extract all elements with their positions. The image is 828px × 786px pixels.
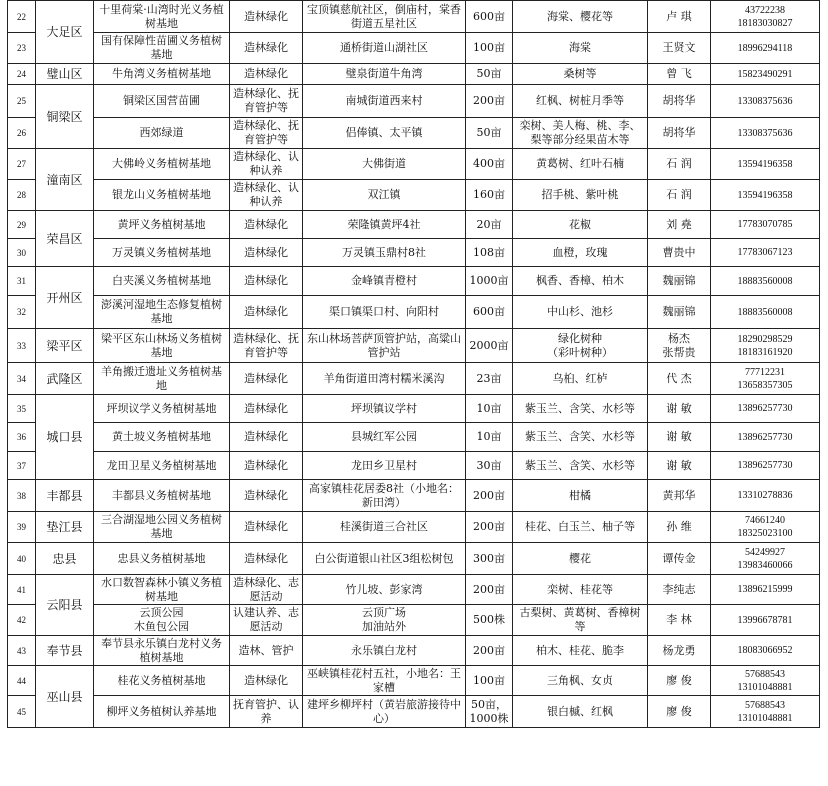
row-number: 28 bbox=[8, 180, 36, 211]
contact-person-cell: 杨杰 张帮贵 bbox=[648, 329, 711, 363]
base-name-cell: 国有保障性苗圃义务植树基地 bbox=[94, 33, 230, 64]
base-name-cell: 羊角搬迁遗址义务植树基地 bbox=[94, 363, 230, 395]
tree-species-cell: 柏木、桂花、脆李 bbox=[513, 636, 648, 666]
contact-phone-cell: 18883560008 bbox=[711, 267, 820, 296]
table-row bbox=[8, 1, 820, 33]
tree-species-cell: 樱花 bbox=[513, 543, 648, 575]
table-row bbox=[8, 575, 820, 605]
contact-phone-cell: 17783067123 bbox=[711, 239, 820, 267]
activity-form-cell: 造林绿化 bbox=[230, 211, 303, 239]
contact-person-cell: 刘 堯 bbox=[648, 211, 711, 239]
contact-person-cell: 代 杰 bbox=[648, 363, 711, 395]
row-number: 41 bbox=[8, 575, 36, 605]
tree-species-cell: 柑橘 bbox=[513, 480, 648, 512]
scale-cell: 100亩 bbox=[466, 33, 513, 64]
contact-phone-cell: 13896215999 bbox=[711, 575, 820, 605]
district-cell: 梁平区 bbox=[36, 329, 94, 363]
scale-cell: 1000亩 bbox=[466, 267, 513, 296]
tree-species-cell: 红枫、树桩月季等 bbox=[513, 85, 648, 118]
base-name-cell: 万灵镇义务植树基地 bbox=[94, 239, 230, 267]
contact-phone-cell: 17783070785 bbox=[711, 211, 820, 239]
tree-species-cell: 黄葛树、红叶石楠 bbox=[513, 149, 648, 180]
scale-cell: 300亩 bbox=[466, 543, 513, 575]
contact-person-cell: 魏丽锦 bbox=[648, 296, 711, 329]
activity-form-cell: 造林绿化、抚育管护等 bbox=[230, 329, 303, 363]
table-row bbox=[8, 296, 820, 329]
contact-person-cell: 胡将华 bbox=[648, 85, 711, 118]
table-row bbox=[8, 329, 820, 363]
base-name-cell: 大佛岭义务植树基地 bbox=[94, 149, 230, 180]
contact-person-cell: 孙 维 bbox=[648, 512, 711, 543]
contact-person-cell: 胡将华 bbox=[648, 118, 711, 149]
contact-person-cell: 魏丽锦 bbox=[648, 267, 711, 296]
scale-cell: 10亩 bbox=[466, 395, 513, 423]
district-cell: 开州区 bbox=[36, 267, 94, 329]
activity-form-cell: 造林绿化 bbox=[230, 267, 303, 296]
scale-cell: 23亩 bbox=[466, 363, 513, 395]
table-row bbox=[8, 33, 820, 64]
activity-form-cell: 造林绿化 bbox=[230, 239, 303, 267]
table-row bbox=[8, 636, 820, 666]
row-number: 37 bbox=[8, 452, 36, 480]
row-number: 25 bbox=[8, 85, 36, 118]
base-name-cell: 牛角湾义务植树基地 bbox=[94, 64, 230, 85]
scale-cell: 100亩 bbox=[466, 666, 513, 696]
base-name-cell: 丰都县义务植树基地 bbox=[94, 480, 230, 512]
scale-cell: 200亩 bbox=[466, 480, 513, 512]
row-number: 39 bbox=[8, 512, 36, 543]
contact-person-cell: 李纯志 bbox=[648, 575, 711, 605]
row-number: 35 bbox=[8, 395, 36, 423]
contact-person-cell: 廖 俊 bbox=[648, 696, 711, 728]
location-cell: 高家镇桂花居委8社（小地名：新田湾） bbox=[303, 480, 466, 512]
district-cell: 武隆区 bbox=[36, 363, 94, 395]
row-number: 43 bbox=[8, 636, 36, 666]
contact-phone-cell: 13896257730 bbox=[711, 395, 820, 423]
district-cell: 巫山县 bbox=[36, 666, 94, 728]
location-cell: 金峰镇青橙村 bbox=[303, 267, 466, 296]
base-name-cell: 桂花义务植树基地 bbox=[94, 666, 230, 696]
scale-cell: 20亩 bbox=[466, 211, 513, 239]
base-name-cell: 铜梁区国营苗圃 bbox=[94, 85, 230, 118]
contact-person-cell: 王贤文 bbox=[648, 33, 711, 64]
base-name-cell: 龙田卫星义务植树基地 bbox=[94, 452, 230, 480]
scale-cell: 200亩 bbox=[466, 636, 513, 666]
base-name-cell: 黄土坡义务植树基地 bbox=[94, 423, 230, 452]
tree-species-cell: 花椒 bbox=[513, 211, 648, 239]
base-name-cell: 坪坝议学义务植树基地 bbox=[94, 395, 230, 423]
district-cell: 大足区 bbox=[36, 1, 94, 64]
scale-cell: 500株 bbox=[466, 605, 513, 636]
contact-phone-cell: 18883560008 bbox=[711, 296, 820, 329]
row-number: 44 bbox=[8, 666, 36, 696]
district-cell: 荣昌区 bbox=[36, 211, 94, 267]
contact-phone-cell: 77712231 13658357305 bbox=[711, 363, 820, 395]
contact-phone-cell: 18290298529 18183161920 bbox=[711, 329, 820, 363]
district-cell: 璧山区 bbox=[36, 64, 94, 85]
district-cell: 垫江县 bbox=[36, 512, 94, 543]
scale-cell: 600亩 bbox=[466, 296, 513, 329]
tree-species-cell: 紫玉兰、含笑、水杉等 bbox=[513, 423, 648, 452]
contact-phone-cell: 13310278836 bbox=[711, 480, 820, 512]
tree-species-cell: 紫玉兰、含笑、水杉等 bbox=[513, 395, 648, 423]
row-number: 30 bbox=[8, 239, 36, 267]
tree-species-cell: 海棠 bbox=[513, 33, 648, 64]
row-number: 31 bbox=[8, 267, 36, 296]
scale-cell: 600亩 bbox=[466, 1, 513, 33]
location-cell: 通桥街道山湖社区 bbox=[303, 33, 466, 64]
activity-form-cell: 造林绿化、抚育管护等 bbox=[230, 118, 303, 149]
activity-form-cell: 造林绿化 bbox=[230, 64, 303, 85]
tree-species-cell: 银白槭、红枫 bbox=[513, 696, 648, 728]
location-cell: 竹儿坡、彭家湾 bbox=[303, 575, 466, 605]
planting-base-table-container bbox=[7, 0, 820, 728]
scale-cell: 160亩 bbox=[466, 180, 513, 211]
row-number: 42 bbox=[8, 605, 36, 636]
location-cell: 县城红军公园 bbox=[303, 423, 466, 452]
district-cell: 铜梁区 bbox=[36, 85, 94, 149]
base-name-cell: 柳坪义务植树认养基地 bbox=[94, 696, 230, 728]
scale-cell: 50亩 bbox=[466, 64, 513, 85]
location-cell: 侣俸镇、太平镇 bbox=[303, 118, 466, 149]
table-row bbox=[8, 118, 820, 149]
contact-phone-cell: 18083066952 bbox=[711, 636, 820, 666]
table-row bbox=[8, 452, 820, 480]
activity-form-cell: 造林绿化 bbox=[230, 543, 303, 575]
tree-species-cell: 中山杉、池杉 bbox=[513, 296, 648, 329]
base-name-cell: 奉节县永乐镇白龙村义务植树基地 bbox=[94, 636, 230, 666]
row-number: 26 bbox=[8, 118, 36, 149]
activity-form-cell: 造林绿化 bbox=[230, 395, 303, 423]
table-row bbox=[8, 543, 820, 575]
district-cell: 云阳县 bbox=[36, 575, 94, 636]
contact-person-cell: 廖 俊 bbox=[648, 666, 711, 696]
activity-form-cell: 造林绿化 bbox=[230, 423, 303, 452]
location-cell: 桂溪街道三合社区 bbox=[303, 512, 466, 543]
location-cell: 永乐镇白龙村 bbox=[303, 636, 466, 666]
table-row bbox=[8, 180, 820, 211]
contact-phone-cell: 57688543 13101048881 bbox=[711, 666, 820, 696]
tree-species-cell: 古梨树、黄葛树、香樟树等 bbox=[513, 605, 648, 636]
table-row bbox=[8, 395, 820, 423]
activity-form-cell: 造林绿化 bbox=[230, 1, 303, 33]
contact-phone-cell: 13896257730 bbox=[711, 452, 820, 480]
base-name-cell: 梁平区东山林场义务植树基地 bbox=[94, 329, 230, 363]
row-number: 22 bbox=[8, 1, 36, 33]
activity-form-cell: 抚育管护、认养 bbox=[230, 696, 303, 728]
table-row bbox=[8, 480, 820, 512]
district-cell: 忠县 bbox=[36, 543, 94, 575]
row-number: 23 bbox=[8, 33, 36, 64]
contact-person-cell: 谭传金 bbox=[648, 543, 711, 575]
contact-person-cell: 李 林 bbox=[648, 605, 711, 636]
table-row bbox=[8, 267, 820, 296]
contact-person-cell: 谢 敏 bbox=[648, 452, 711, 480]
activity-form-cell: 造林、管护 bbox=[230, 636, 303, 666]
contact-person-cell: 曾 飞 bbox=[648, 64, 711, 85]
row-number: 40 bbox=[8, 543, 36, 575]
base-name-cell: 云顶公园 木鱼包公园 bbox=[94, 605, 230, 636]
tree-species-cell: 栾树、桂花等 bbox=[513, 575, 648, 605]
location-cell: 龙田乡卫星村 bbox=[303, 452, 466, 480]
location-cell: 荣隆镇黄坪4社 bbox=[303, 211, 466, 239]
activity-form-cell: 造林绿化 bbox=[230, 512, 303, 543]
scale-cell: 2000亩 bbox=[466, 329, 513, 363]
table-row bbox=[8, 85, 820, 118]
contact-phone-cell: 15823490291 bbox=[711, 64, 820, 85]
tree-species-cell: 桑树等 bbox=[513, 64, 648, 85]
table-row bbox=[8, 696, 820, 728]
location-cell: 大佛街道 bbox=[303, 149, 466, 180]
tree-species-cell: 绿化树种 （彩叶树种） bbox=[513, 329, 648, 363]
contact-phone-cell: 13308375636 bbox=[711, 118, 820, 149]
location-cell: 坪坝镇议学村 bbox=[303, 395, 466, 423]
tree-species-cell: 三角枫、女贞 bbox=[513, 666, 648, 696]
tree-species-cell: 紫玉兰、含笑、水杉等 bbox=[513, 452, 648, 480]
table-row bbox=[8, 666, 820, 696]
base-name-cell: 澎溪河湿地生态修复植树基地 bbox=[94, 296, 230, 329]
row-number: 29 bbox=[8, 211, 36, 239]
tree-species-cell: 招手桃、紫叶桃 bbox=[513, 180, 648, 211]
scale-cell: 400亩 bbox=[466, 149, 513, 180]
contact-person-cell: 曹贵中 bbox=[648, 239, 711, 267]
row-number: 24 bbox=[8, 64, 36, 85]
district-cell: 城口县 bbox=[36, 395, 94, 480]
scale-cell: 200亩 bbox=[466, 575, 513, 605]
scale-cell: 10亩 bbox=[466, 423, 513, 452]
location-cell: 羊角街道田湾村糯米溪沟 bbox=[303, 363, 466, 395]
district-cell: 奉节县 bbox=[36, 636, 94, 666]
activity-form-cell: 造林绿化 bbox=[230, 363, 303, 395]
base-name-cell: 三合湖湿地公园义务植树基地 bbox=[94, 512, 230, 543]
district-cell: 潼南区 bbox=[36, 149, 94, 211]
row-number: 27 bbox=[8, 149, 36, 180]
table-row bbox=[8, 512, 820, 543]
contact-person-cell: 卢 琪 bbox=[648, 1, 711, 33]
table-row bbox=[8, 211, 820, 239]
contact-person-cell: 石 润 bbox=[648, 180, 711, 211]
base-name-cell: 水口数智森林小镇义务植树基地 bbox=[94, 575, 230, 605]
base-name-cell: 银龙山义务植树基地 bbox=[94, 180, 230, 211]
base-name-cell: 白夹溪义务植树基地 bbox=[94, 267, 230, 296]
contact-phone-cell: 13308375636 bbox=[711, 85, 820, 118]
tree-species-cell: 血橙，玫瑰 bbox=[513, 239, 648, 267]
row-number: 34 bbox=[8, 363, 36, 395]
scale-cell: 200亩 bbox=[466, 85, 513, 118]
contact-phone-cell: 43722238 18183030827 bbox=[711, 1, 820, 33]
contact-phone-cell: 13594196358 bbox=[711, 180, 820, 211]
table-row bbox=[8, 239, 820, 267]
contact-phone-cell: 57688543 13101048881 bbox=[711, 696, 820, 728]
base-name-cell: 西郊绿道 bbox=[94, 118, 230, 149]
location-cell: 宝顶镇慈航社区，倒庙村，棠香街道五星社区 bbox=[303, 1, 466, 33]
base-name-cell: 黄坪义务植树基地 bbox=[94, 211, 230, 239]
contact-phone-cell: 54249927 13983460066 bbox=[711, 543, 820, 575]
activity-form-cell: 造林绿化 bbox=[230, 452, 303, 480]
scale-cell: 50亩 bbox=[466, 118, 513, 149]
location-cell: 万灵镇玉鼎村8社 bbox=[303, 239, 466, 267]
location-cell: 东山林场菩萨顶管护站，高粱山管护站 bbox=[303, 329, 466, 363]
activity-form-cell: 造林绿化 bbox=[230, 33, 303, 64]
tree-species-cell: 栾树、美人梅、桃、李、梨等部分经果苗木等 bbox=[513, 118, 648, 149]
table-row bbox=[8, 423, 820, 452]
location-cell: 渠口镇渠口村、向阳村 bbox=[303, 296, 466, 329]
row-number: 36 bbox=[8, 423, 36, 452]
contact-phone-cell: 18996294118 bbox=[711, 33, 820, 64]
contact-person-cell: 谢 敏 bbox=[648, 423, 711, 452]
scale-cell: 30亩 bbox=[466, 452, 513, 480]
activity-form-cell: 造林绿化、认种认养 bbox=[230, 180, 303, 211]
scale-cell: 108亩 bbox=[466, 239, 513, 267]
contact-phone-cell: 74661240 18325023100 bbox=[711, 512, 820, 543]
location-cell: 双江镇 bbox=[303, 180, 466, 211]
activity-form-cell: 造林绿化、抚育管护等 bbox=[230, 85, 303, 118]
location-cell: 南城街道西来村 bbox=[303, 85, 466, 118]
activity-form-cell: 造林绿化 bbox=[230, 666, 303, 696]
location-cell: 建坪乡柳坪村（黄岩旅游接待中心） bbox=[303, 696, 466, 728]
contact-person-cell: 杨龙勇 bbox=[648, 636, 711, 666]
contact-person-cell: 黄邦华 bbox=[648, 480, 711, 512]
location-cell: 云顶广场 加油站外 bbox=[303, 605, 466, 636]
planting-base-table bbox=[7, 0, 820, 728]
tree-species-cell: 乌桕、红栌 bbox=[513, 363, 648, 395]
activity-form-cell: 认建认养、志愿活动 bbox=[230, 605, 303, 636]
location-cell: 璧泉街道牛角湾 bbox=[303, 64, 466, 85]
contact-phone-cell: 13594196358 bbox=[711, 149, 820, 180]
activity-form-cell: 造林绿化 bbox=[230, 480, 303, 512]
table-row bbox=[8, 149, 820, 180]
row-number: 32 bbox=[8, 296, 36, 329]
table-row bbox=[8, 64, 820, 85]
activity-form-cell: 造林绿化、志愿活动 bbox=[230, 575, 303, 605]
location-cell: 巫峡镇桂花村五社，小地名：王家槽 bbox=[303, 666, 466, 696]
base-name-cell: 十里荷棠·山湾时光义务植树基地 bbox=[94, 1, 230, 33]
activity-form-cell: 造林绿化 bbox=[230, 296, 303, 329]
contact-person-cell: 石 润 bbox=[648, 149, 711, 180]
location-cell: 白公街道银山社区3组松树包 bbox=[303, 543, 466, 575]
row-number: 33 bbox=[8, 329, 36, 363]
tree-species-cell: 枫香、香樟、柏木 bbox=[513, 267, 648, 296]
tree-species-cell: 桂花、白玉兰、柚子等 bbox=[513, 512, 648, 543]
base-name-cell: 忠县义务植树基地 bbox=[94, 543, 230, 575]
contact-phone-cell: 13896257730 bbox=[711, 423, 820, 452]
district-cell: 丰都县 bbox=[36, 480, 94, 512]
scale-cell: 200亩 bbox=[466, 512, 513, 543]
table-row bbox=[8, 363, 820, 395]
activity-form-cell: 造林绿化、认种认养 bbox=[230, 149, 303, 180]
scale-cell: 50亩， 1000株 bbox=[466, 696, 513, 728]
tree-species-cell: 海棠、樱花等 bbox=[513, 1, 648, 33]
contact-person-cell: 谢 敏 bbox=[648, 395, 711, 423]
table-row bbox=[8, 605, 820, 636]
contact-phone-cell: 13996678781 bbox=[711, 605, 820, 636]
row-number: 38 bbox=[8, 480, 36, 512]
row-number: 45 bbox=[8, 696, 36, 728]
